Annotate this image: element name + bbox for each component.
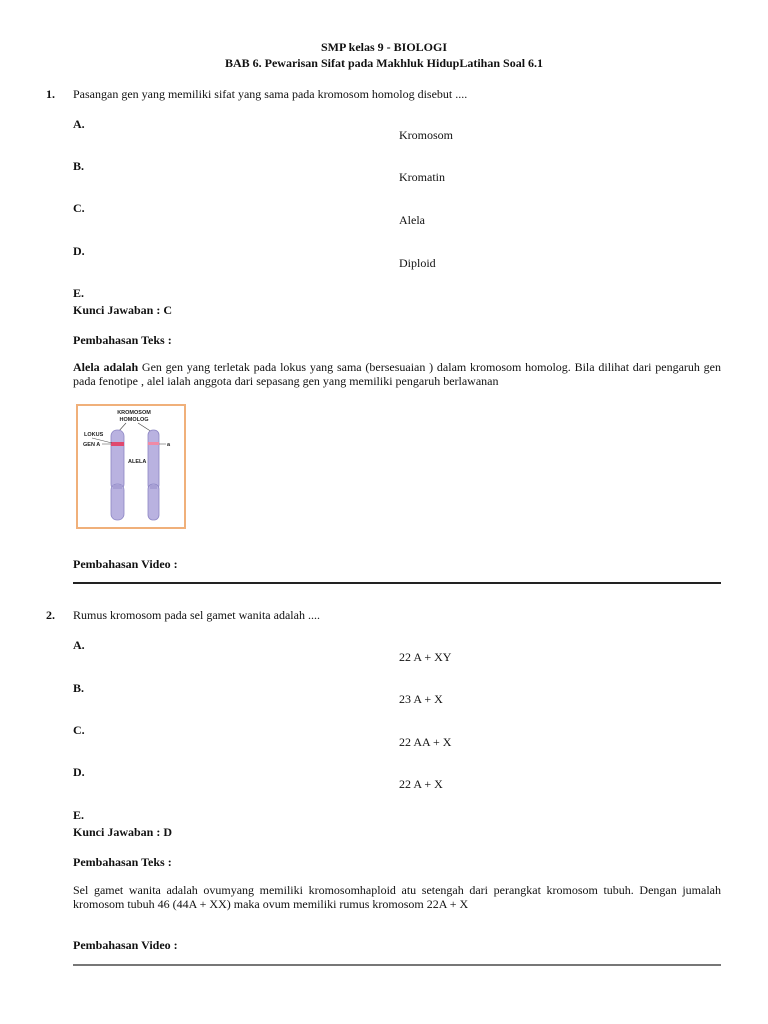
q2-option-e-letter: E. (73, 808, 85, 822)
q1-video-label: Pembahasan Video : (73, 557, 178, 571)
question-2-text: Rumus kromosom pada sel gamet wanita adalah .... (73, 608, 320, 622)
left-chromosome-upper (111, 430, 124, 490)
q2-option-b-text: 23 A + X (399, 692, 443, 706)
q2-option-d-text: 22 A + X (399, 777, 443, 791)
section-divider-1 (73, 582, 721, 584)
q2-text-discussion-label: Pembahasan Teks : (73, 855, 172, 869)
q2-option-a-letter: A. (73, 638, 85, 652)
q1-option-c-letter: C. (73, 201, 85, 215)
q2-option-b-letter: B. (73, 681, 85, 695)
q1-discussion-term: Alela adalah (73, 360, 139, 374)
locus-label: LOKUS (84, 432, 104, 438)
q2-discussion: Sel gamet wanita adalah ovumyang memiliki kromosomhaploid atu setengah dari perangkat kromosom tubuh. Dengan jumalah kromosom tubuh 46 (44A + XX) maka ovum memiliki rumus kromosom 22A + X (73, 883, 721, 911)
q1-option-b-letter: B. (73, 159, 85, 173)
small-a-label: a (167, 442, 171, 448)
question-1-text: Pasangan gen yang memiliki sifat yang sama pada kromosom homolog disebut .... (73, 87, 468, 101)
section-divider-2 (73, 964, 721, 966)
q1-option-b-text: Kromatin (399, 170, 445, 184)
question-1-number: 1. (46, 87, 55, 101)
q1-option-a-text: Kromosom (399, 128, 453, 142)
document-title: SMP kelas 9 - BIOLOGI (320, 40, 448, 54)
q1-option-d-letter: D. (73, 244, 85, 258)
q2-option-c-letter: C. (73, 723, 85, 737)
gene-a-band (111, 442, 124, 446)
q2-option-d-letter: D. (73, 765, 85, 779)
q2-answer-key: Kunci Jawaban : D (73, 825, 173, 839)
homologous-chromosome-figure (76, 404, 186, 529)
q2-option-a-text: 22 A + XY (399, 650, 452, 664)
q1-option-d-text: Diploid (399, 256, 436, 270)
q1-discussion (73, 360, 721, 388)
allele-label: ALELA (128, 459, 147, 465)
q1-discussion-body: Gen gen yang terletak pada lokus yang sama (bersesuaian ) dalam kromosom homolog. Bila dilihat dari pengaruh gen pada fenotipe , alel ialah anggota dari sepasang gen yang memiliki pengaruh berlawanan (73, 360, 721, 388)
q1-option-a-letter: A. (73, 117, 85, 131)
figure-title-line2: HOMOLOG (119, 417, 149, 423)
chromosome-diagram (78, 406, 184, 527)
q1-option-e-letter: E. (73, 286, 85, 300)
q1-answer-key: Kunci Jawaban : C (73, 303, 173, 317)
q1-text-discussion-label: Pembahasan Teks : (73, 333, 172, 347)
allele-a-band (148, 442, 159, 445)
gene-a-label: GEN A (83, 442, 101, 448)
q2-option-c-text: 22 AA + X (399, 735, 452, 749)
q2-video-label: Pembahasan Video : (73, 938, 178, 952)
figure-title-line1: KROMOSOM (117, 410, 151, 416)
chapter-title: BAB 6. Pewarisan Sifat pada Makhluk HidupLatihan Soal 6.1 (224, 56, 544, 70)
right-chromosome-lower (148, 484, 159, 520)
q1-option-c-text: Alela (399, 213, 425, 227)
left-chromosome-lower (111, 484, 124, 520)
question-2-number: 2. (46, 608, 55, 622)
right-chromosome-upper (148, 430, 159, 490)
